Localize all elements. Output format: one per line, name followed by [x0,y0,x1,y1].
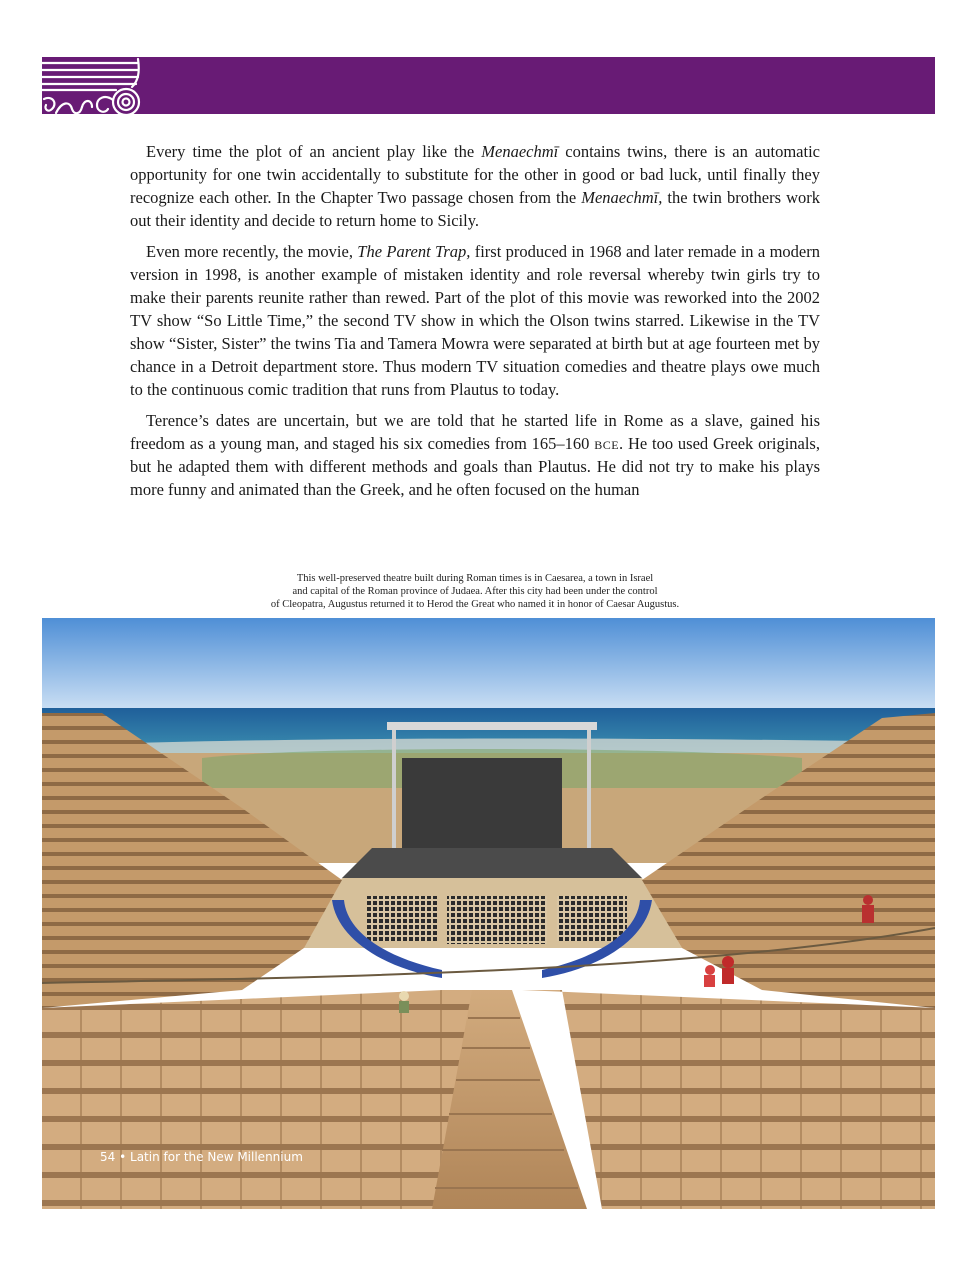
paragraph-terence [130,409,820,501]
page-folio [100,1150,303,1164]
page-number: 54 [100,1150,116,1164]
body-text [130,140,820,509]
folio-separator: • [119,1150,127,1164]
p1-text-c: contains twins, there is an automatic opportunity for one twin accidentally to substitute for the other in good or bad luck, until finally they recognize each other. In the Chapter Two passage chosen from the [130,142,820,207]
p1-title-menaechmi: Menaechmī [481,142,559,161]
caesarea-theatre-photo [42,618,935,1209]
caption-line-2: and capital of the Roman province of Judaea. After this city had been under the control [292,586,658,597]
header-band [42,57,935,114]
p1-text-e: the twin brothers work out their identity and decide to return home to Sicily. [130,188,820,230]
caption-line-3: of Cleopatra, Augustus returned it to Herod the Great who named it in honor of Caesar Augustus. [270,599,680,610]
p2-text-a: Even more recently, the movie, [146,242,358,261]
ionic-capital-icon [42,57,146,115]
p1-text-a: Every time the plot of an ancient play like the [146,142,482,161]
p3-text-c: . He too used Greek originals, but he adapted them with different methods and goals than Plautus. He did not try to make his plays more funny and animated than the Greek, and he often focused on the human [130,434,820,499]
p3-text-a: Terence’s dates are uncertain, but we are told that he started life in Rome as a slave, gained his freedom as a young man, and staged his six comedies from 165–160 [130,411,820,453]
book-title: Latin for the New Millennium [130,1150,303,1164]
p2-title-parent-trap: The Parent Trap, [357,242,471,261]
p2-text-c: first produced in 1968 and later remade in a modern version in 1998, is another example of mistaken identity and role reversal whereby twin girls try to make their parents reunite rather than rewed. Part of the plot of this movie was reworked into the 2002 TV show “So Little Time,” the second TV show in which the Olson twins starred. Likewise in the TV show “Sister, Sister” the twins Tia and Tamera Mowra were separated at birth but at age fourteen met by chance in a Detroit department store. Thus modern TV situation comedies and theatre plays owe much to the continuous comic tradition that runs from Plautus to today. [130,242,820,399]
caption-line-1: This well-preserved theatre built during Roman times is in Caesarea, a town in Israel [296,573,654,584]
p1-title-menaechmi-2: Menaechmī, [581,188,663,207]
paragraph-parent-trap [130,240,820,401]
p3-era-bce: bce [594,434,620,453]
paragraph-menaechmi [130,140,820,232]
photo-caption [180,572,770,611]
